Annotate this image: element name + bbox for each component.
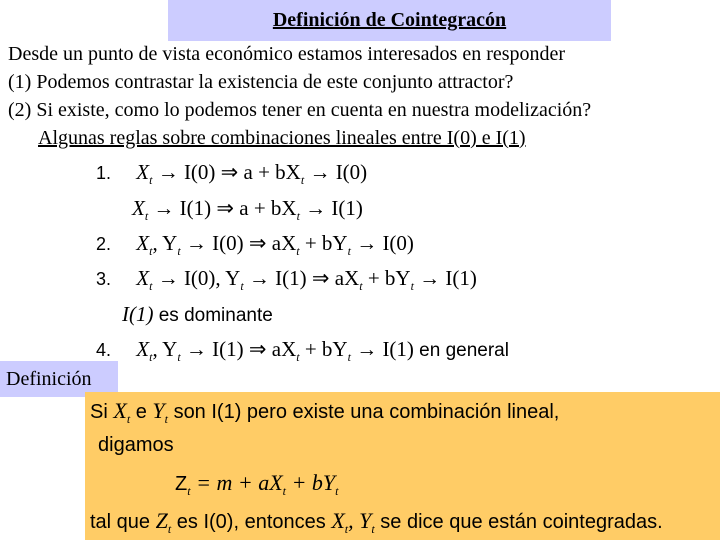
rule-3b: [122, 302, 273, 327]
rule-3: [96, 266, 477, 294]
math-var: Z: [155, 508, 168, 533]
def-text: es I(0), entonces: [176, 511, 326, 533]
math-var: X: [136, 231, 150, 255]
rule-4: [96, 337, 509, 365]
title-banner: [168, 0, 611, 41]
math-sub: t: [177, 350, 181, 365]
math-sub: t: [167, 522, 172, 536]
rules-heading: Algunas reglas sobre combinaciones lineales entre I(0) e I(1): [38, 127, 526, 149]
rule-number: 1.: [96, 163, 112, 183]
page-title: Definición de Cointegracón: [272, 9, 507, 31]
math-sub: t: [344, 522, 349, 536]
intro-line-3: (2) Si existe, como lo podemos tener en cuenta en nuestra modelización?: [8, 99, 592, 121]
rule-1: [96, 160, 367, 188]
math-expr: es dominante: [158, 305, 273, 326]
math-sub: t: [296, 209, 300, 224]
math-expr: → I(0), Y: [157, 266, 241, 290]
math-sub: t: [335, 484, 339, 498]
definition-line-1: [90, 398, 559, 427]
rule-1b: [132, 196, 363, 224]
math-sub: t: [282, 484, 286, 498]
math-expr: → I(1) ⇒ aX: [185, 337, 297, 361]
math-sub: t: [177, 244, 181, 259]
math-var: X: [331, 508, 345, 533]
math-expr: + bY: [304, 231, 348, 255]
math-expr: + bY: [291, 470, 336, 495]
definition-line-2: digamos: [98, 434, 174, 456]
math-var: X: [113, 398, 127, 423]
math-sub: t: [347, 244, 351, 259]
rule-number: 2.: [96, 234, 112, 254]
rule-number: 3.: [96, 269, 112, 289]
math-sub: t: [359, 279, 363, 294]
math-sub: t: [410, 279, 414, 294]
math-sub: t: [149, 279, 153, 294]
math-expr: , Y: [152, 231, 178, 255]
intro-line-1: Desde un punto de vista económico estamos interesados en responder: [8, 43, 566, 65]
def-text: tal que: [90, 511, 151, 533]
math-var: X: [132, 196, 145, 220]
intro-line-2: (1) Podemos contrastar la existencia de este conjunto attractor?: [8, 71, 514, 93]
math-var: Y: [152, 398, 165, 423]
math-sub: t: [164, 412, 168, 426]
math-sub: t: [187, 484, 191, 498]
math-var: Z: [175, 473, 188, 495]
math-expr: → I(0) ⇒ a + bX: [157, 160, 301, 184]
math-var: , Y: [348, 508, 372, 533]
math-sub: t: [149, 244, 153, 259]
math-var: X: [136, 160, 150, 184]
math-sub: t: [240, 279, 244, 294]
math-expr: → I(0): [309, 160, 368, 184]
math-sub: t: [149, 350, 153, 365]
math-sub: t: [371, 522, 375, 536]
math-expr: → I(1): [305, 196, 363, 220]
math-sub: t: [149, 173, 153, 188]
math-sub: t: [144, 209, 149, 224]
math-expr: = m + aX: [196, 470, 283, 495]
math-sub: t: [300, 173, 305, 188]
rule-2: [96, 231, 414, 259]
definition-line-4: [90, 508, 663, 537]
math-expr: → I(0): [356, 231, 414, 255]
def-text: e: [135, 401, 147, 423]
math-var: X: [136, 266, 150, 290]
math-expr: en general: [419, 340, 509, 361]
def-text: son I(1) pero existe una combinación lineal,: [173, 401, 560, 423]
definition-box: [85, 392, 720, 540]
math-expr: → I(1): [356, 337, 414, 361]
math-sub: t: [126, 412, 131, 426]
math-expr: → I(1) ⇒ a + bX: [153, 196, 297, 220]
math-expr: → I(1): [419, 266, 477, 290]
def-text: se dice que están cointegradas.: [380, 511, 663, 533]
math-sub: t: [347, 350, 351, 365]
math-var: I(1): [122, 302, 154, 326]
math-expr: + bY: [304, 337, 348, 361]
math-expr: + bY: [367, 266, 411, 290]
math-sub: t: [296, 244, 300, 259]
math-expr: → I(0) ⇒ aX: [185, 231, 297, 255]
definition-label-text: Definición: [6, 367, 92, 390]
rule-number: 4.: [96, 340, 112, 360]
math-expr: → I(1) ⇒ aX: [248, 266, 360, 290]
math-expr: , Y: [152, 337, 178, 361]
def-text: Si: [90, 401, 108, 423]
math-sub: t: [296, 350, 300, 365]
math-var: X: [136, 337, 150, 361]
definition-equation: [175, 470, 339, 499]
